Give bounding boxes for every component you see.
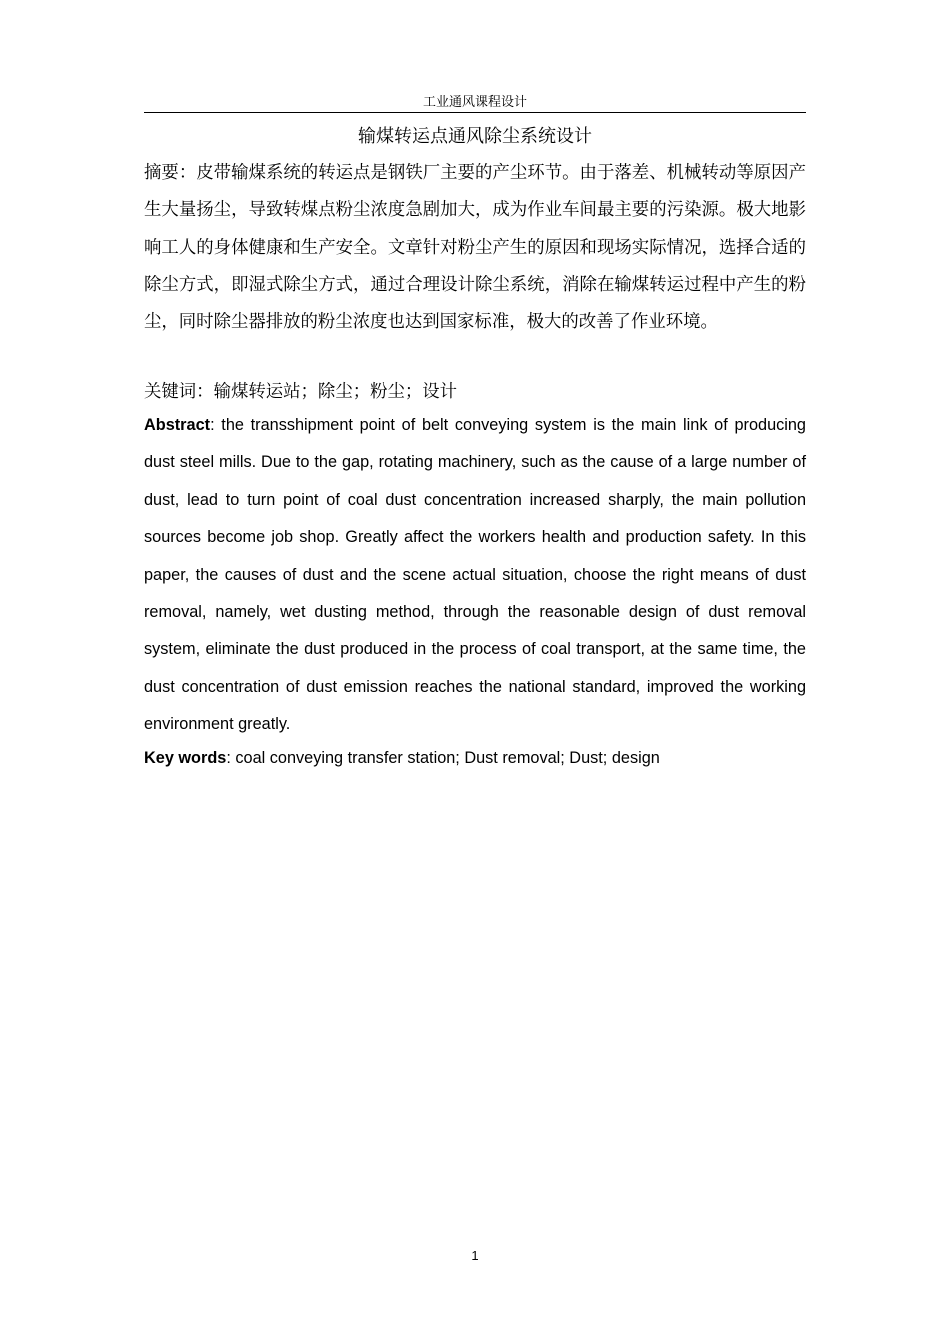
chinese-abstract-label: 摘要： xyxy=(144,163,197,183)
chinese-keywords xyxy=(144,378,806,406)
chinese-abstract xyxy=(144,155,806,341)
english-abstract-label: Abstract xyxy=(144,416,211,434)
chinese-keywords-label: 关键词： xyxy=(144,382,214,402)
english-keywords xyxy=(144,744,806,772)
english-keywords-label: Key words xyxy=(144,749,227,767)
running-header: 工业通风课程设计 xyxy=(422,95,527,110)
chinese-abstract-text: 皮带输煤系统的转运点是钢铁厂主要的产尘环节。由于落差、机械转动等原因产生大量扬尘，导致转煤点粉尘浓度急剧加大，成为作业车间最主要的污染源。极大地影响工人的身体健康和生产安全。文章针对粉尘产生的原因和现场实际情况，选择合适的除尘方式，即湿式除尘方式，通过合理设计除尘系统，消除在输煤转运过程中产生的粉尘，同时除尘器排放的粉尘浓度也达到国家标准，极大的改善了作业环境。 xyxy=(144,163,806,333)
english-abstract-text: : the transshipment point of belt conveying system is the main link of producing dust steel mills. Due to the gap, rotating machinery, such as the cause of a large number of dust, lead to turn point of coal dust concentration increased sharply, the main pollution sources become job shop. Greatly affect the workers health and production safety. In this paper, the causes of dust and the scene actual situation, choose the right means of dust removal, namely, wet dusting method, through the reasonable design of dust removal system, eliminate the dust produced in the process of coal transport, at the same time, the dust concentration of dust emission reaches the national standard, improved the working environment greatly. xyxy=(144,416,806,734)
english-abstract xyxy=(144,407,806,744)
page-number: 1 xyxy=(471,1248,479,1263)
header-rule xyxy=(144,112,806,113)
chinese-keywords-text: 输煤转运站；除尘；粉尘；设计 xyxy=(213,382,458,402)
document-title: 输煤转运点通风除尘系统设计 xyxy=(358,126,592,147)
english-keywords-text: : coal conveying transfer station; Dust removal; Dust; design xyxy=(226,749,660,767)
